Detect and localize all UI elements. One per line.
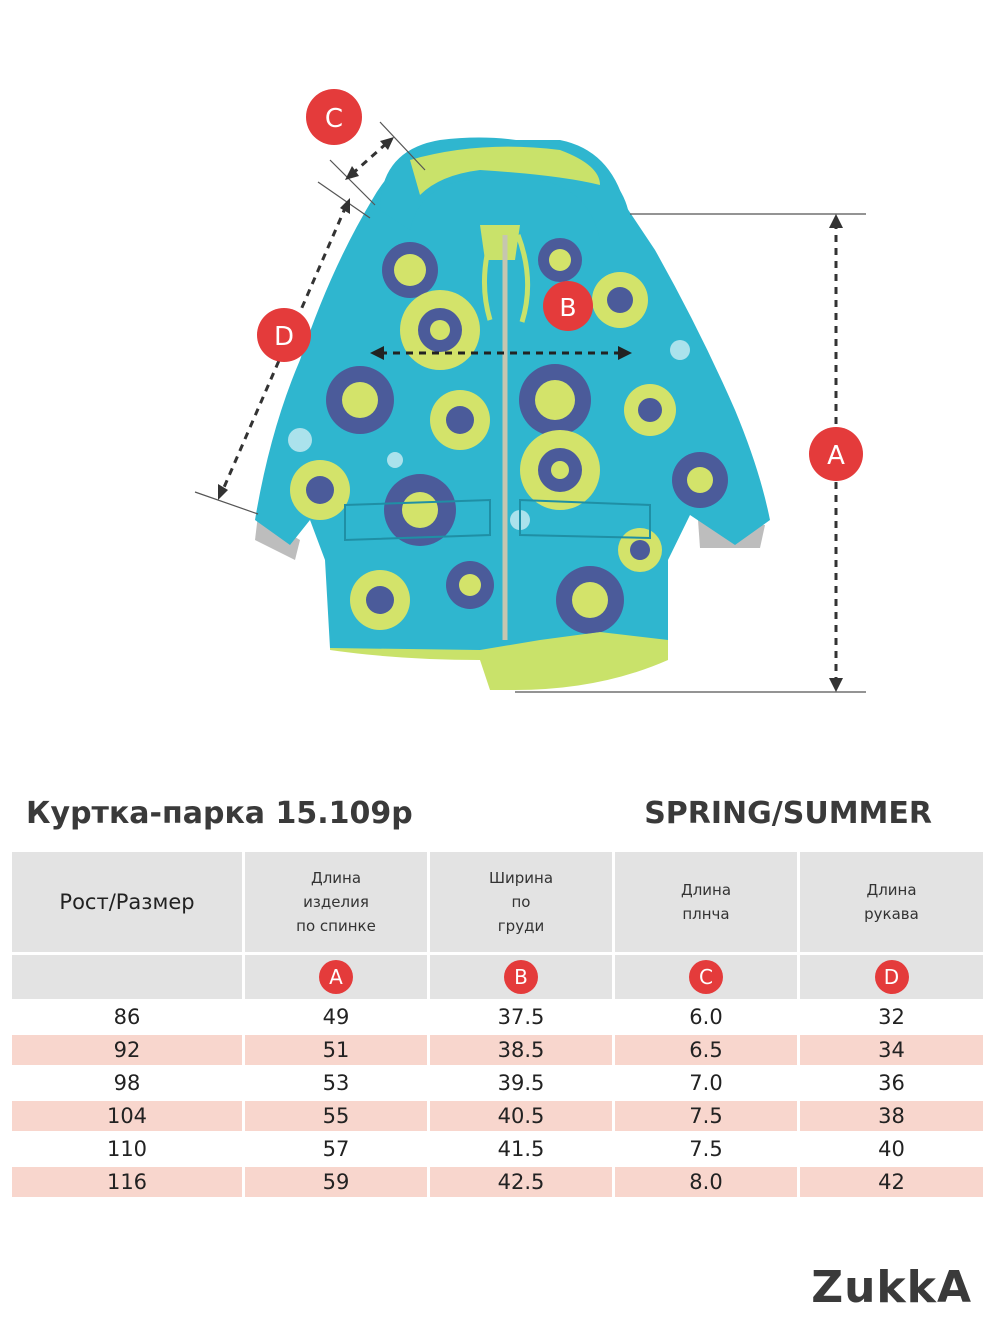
cell-c: 7.0 (615, 1068, 797, 1098)
cell-size: 92 (12, 1035, 242, 1065)
badge-a (809, 427, 863, 481)
letter-cell (800, 955, 983, 999)
badge-c (306, 89, 362, 145)
badge-d-small: D (875, 960, 909, 994)
size-table (9, 849, 986, 1200)
cell-size: 98 (12, 1068, 242, 1098)
header-chest-width: Ширина по груди (430, 852, 612, 952)
table-row (12, 1101, 983, 1131)
badge-c-small: C (689, 960, 723, 994)
cell-d: 34 (800, 1035, 983, 1065)
badge-d (257, 308, 311, 362)
svg-text:D: D (273, 322, 295, 352)
table-row (12, 1002, 983, 1032)
cell-a: 51 (245, 1035, 427, 1065)
cell-b: 42.5 (430, 1167, 612, 1197)
cell-size: 104 (12, 1101, 242, 1131)
cell-size: 110 (12, 1134, 242, 1164)
cell-c: 6.5 (615, 1035, 797, 1065)
table-row (12, 1167, 983, 1197)
cell-a: 49 (245, 1002, 427, 1032)
cell-a: 53 (245, 1068, 427, 1098)
letter-cell (615, 955, 797, 999)
svg-text:B: B (559, 293, 577, 322)
badge-a-small: A (319, 960, 353, 994)
letter-cell (245, 955, 427, 999)
title-row (0, 792, 1000, 836)
letter-cell-empty (12, 955, 242, 999)
cell-d: 40 (800, 1134, 983, 1164)
cell-size: 86 (12, 1002, 242, 1032)
badge-b-small: B (504, 960, 538, 994)
table-row (12, 1035, 983, 1065)
cell-c: 7.5 (615, 1134, 797, 1164)
cell-c: 6.0 (615, 1002, 797, 1032)
cell-b: 40.5 (430, 1101, 612, 1131)
table-header-row (12, 852, 983, 952)
brand-logo: ZukkA (811, 1262, 972, 1313)
table-letter-row (12, 955, 983, 999)
cell-c: 8.0 (615, 1167, 797, 1197)
cell-d: 32 (800, 1002, 983, 1032)
badge-b (543, 281, 593, 331)
cell-a: 55 (245, 1101, 427, 1131)
cell-a: 57 (245, 1134, 427, 1164)
cell-b: 39.5 (430, 1068, 612, 1098)
cell-d: 38 (800, 1101, 983, 1131)
cell-b: 38.5 (430, 1035, 612, 1065)
product-title: Куртка-парка 15.109р (26, 796, 413, 831)
cell-b: 37.5 (430, 1002, 612, 1032)
header-shoulder-length: Длина плнча (615, 852, 797, 952)
cell-d: 36 (800, 1068, 983, 1098)
header-size: Рост/Размер (12, 852, 242, 952)
cell-size: 116 (12, 1167, 242, 1197)
svg-text:C: C (324, 104, 344, 134)
svg-text:A: A (827, 441, 845, 471)
cell-a: 59 (245, 1167, 427, 1197)
table-row (12, 1068, 983, 1098)
cell-b: 41.5 (430, 1134, 612, 1164)
table-row (12, 1134, 983, 1164)
header-sleeve-length: Длина рукава (800, 852, 983, 952)
letter-cell (430, 955, 612, 999)
header-back-length: Длина изделия по спинке (245, 852, 427, 952)
cell-d: 42 (800, 1167, 983, 1197)
season-title: SPRING/SUMMER (644, 796, 932, 831)
cell-c: 7.5 (615, 1101, 797, 1131)
